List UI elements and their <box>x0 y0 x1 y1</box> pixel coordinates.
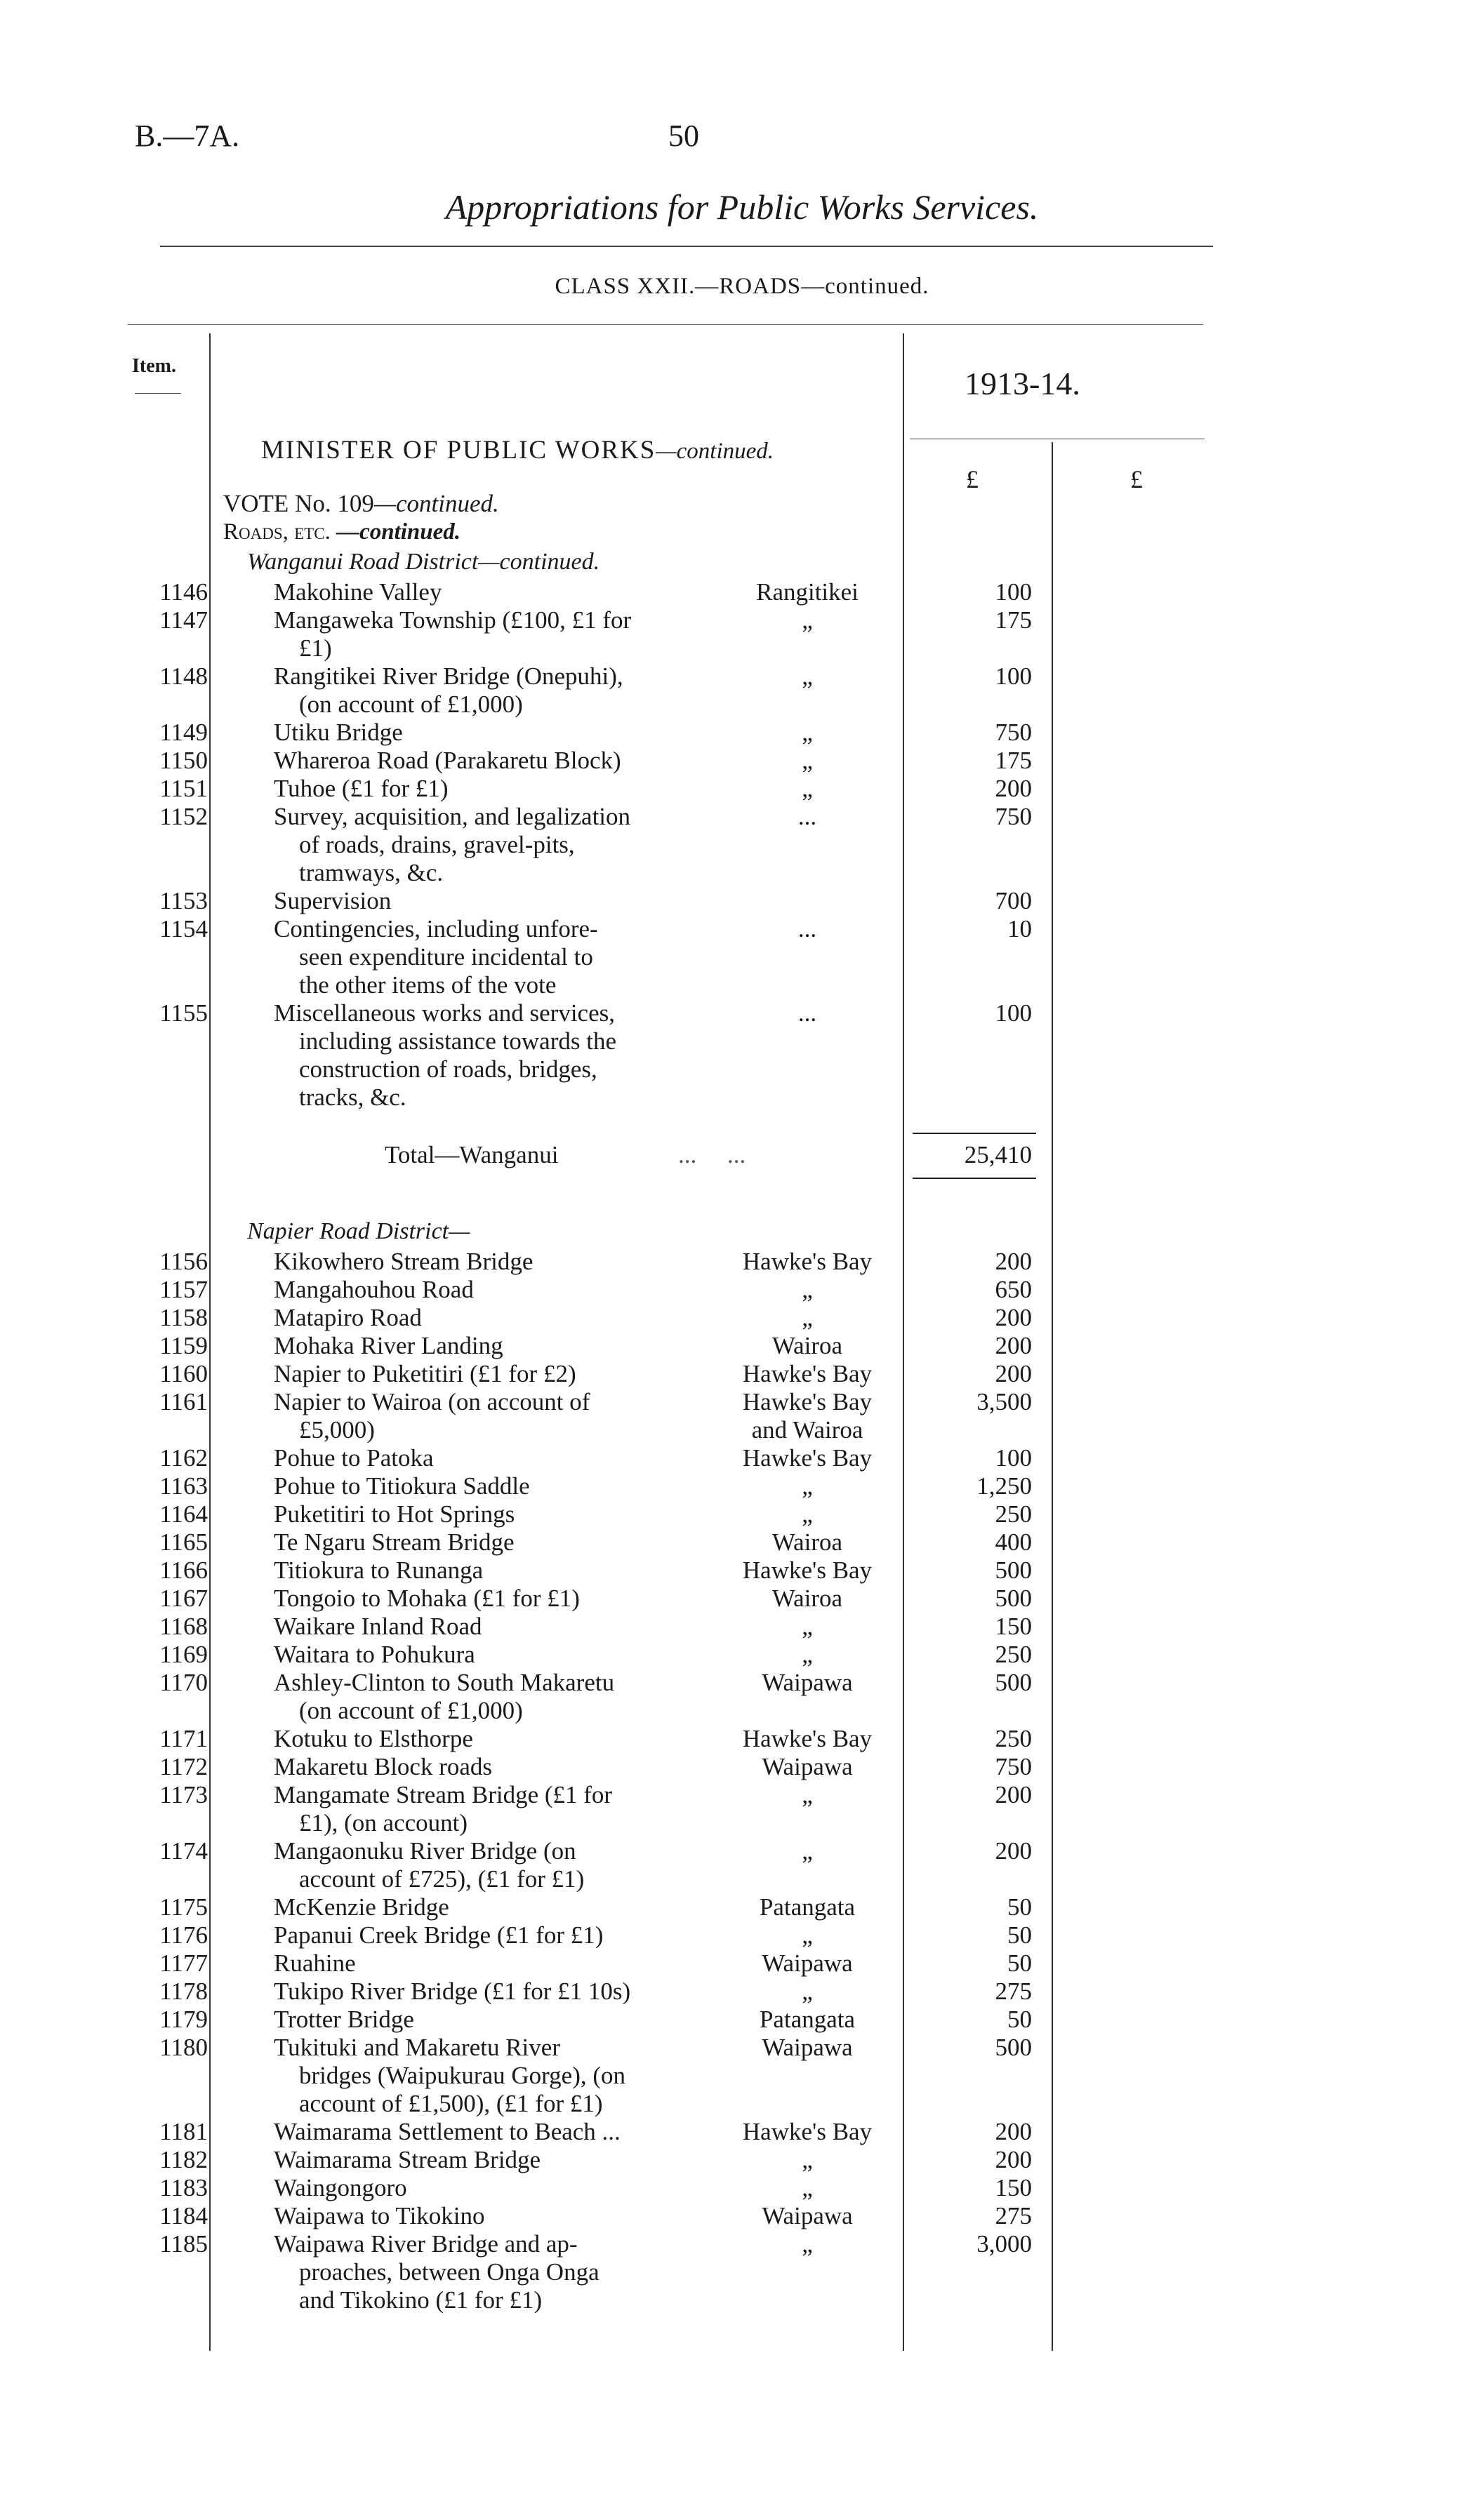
item-number: 1154 <box>159 915 208 942</box>
minister-heading: MINISTER OF PUBLIC WORKS—continued. <box>261 436 774 465</box>
item-amount: 50 <box>1007 2006 1032 2033</box>
item-description <box>274 1585 702 1613</box>
item-description <box>274 1444 702 1472</box>
location-line: „ <box>802 2230 813 2258</box>
napier-district-heading: Napier Road District— <box>247 1218 470 1244</box>
description-line: including assistance towards the <box>299 1027 616 1055</box>
description-line: bridges (Waipukurau Gorge), (on <box>299 2062 626 2089</box>
location-line: „ <box>802 719 813 746</box>
item-location <box>716 803 899 831</box>
item-description <box>274 1304 702 1332</box>
description-line: Whareroa Road (Parakaretu Block) <box>274 747 621 774</box>
item-number: 1171 <box>159 1725 208 1752</box>
item-location <box>716 2202 899 2230</box>
item-amount: 50 <box>1007 1949 1032 1977</box>
item-amount: 200 <box>995 1837 1032 1865</box>
item-location <box>716 1641 899 1669</box>
location-line: „ <box>802 1781 813 1808</box>
description-line: Te Ngaru Stream Bridge <box>274 1528 515 1556</box>
item-number: 1178 <box>159 1978 208 2005</box>
amount-column-divider-right <box>1052 442 1053 2351</box>
item-location <box>716 1556 899 1585</box>
item-description <box>274 1332 702 1360</box>
item-amount: 150 <box>995 1613 1032 1640</box>
location-line: ... <box>797 915 817 942</box>
item-location <box>716 578 899 606</box>
item-location <box>716 1528 899 1556</box>
item-number: 1172 <box>159 1753 208 1780</box>
item-location <box>716 1444 899 1472</box>
description-line: McKenzie Bridge <box>274 1893 449 1921</box>
item-description <box>274 1978 702 2006</box>
item-amount: 100 <box>995 662 1032 690</box>
location-line: „ <box>802 1837 813 1865</box>
item-number: 1180 <box>159 2034 208 2061</box>
description-line: Tukipo River Bridge (£1 for £1 10s) <box>274 1978 631 2005</box>
location-line: Hawke's Bay <box>742 2118 873 2145</box>
description-line: Puketitiri to Hot Springs <box>274 1500 515 1528</box>
item-amount: 400 <box>995 1528 1032 1556</box>
item-number: 1168 <box>159 1613 208 1640</box>
location-line: „ <box>802 1641 813 1668</box>
description-line: Kikowhero Stream Bridge <box>274 1248 534 1275</box>
item-amount: 250 <box>995 1641 1032 1668</box>
item-location <box>716 1781 899 1809</box>
item-description <box>274 2230 702 2314</box>
item-amount: 1,250 <box>976 1472 1032 1500</box>
item-description <box>274 1360 702 1388</box>
description-line: Tongoio to Mohaka (£1 for £1) <box>274 1585 580 1612</box>
description-line: Mohaka River Landing <box>274 1332 503 1359</box>
location-line: Waipawa <box>762 1669 853 1696</box>
item-description <box>274 662 702 719</box>
location-line: „ <box>802 1613 813 1640</box>
item-location <box>716 1304 899 1332</box>
description-line: Waipawa to Tikokino <box>274 2202 485 2229</box>
total-rule-bottom <box>913 1178 1036 1179</box>
class-heading: CLASS XXII.—ROADS—continued. <box>555 274 929 299</box>
description-line: Matapiro Road <box>274 1304 422 1331</box>
item-description <box>274 578 702 606</box>
item-header-rule <box>135 393 181 394</box>
item-amount: 100 <box>995 999 1032 1027</box>
item-number: 1160 <box>159 1360 208 1387</box>
item-description <box>274 2202 702 2230</box>
item-description <box>274 887 702 915</box>
header-rule <box>128 324 1203 325</box>
description-line: Makaretu Block roads <box>274 1753 493 1780</box>
item-description <box>274 2174 702 2202</box>
description-line: £1), (on account) <box>299 1809 468 1836</box>
item-location <box>716 1893 899 1921</box>
location-line: and Wairoa <box>751 1416 863 1444</box>
description-line: Utiku Bridge <box>274 719 403 746</box>
location-line: ... <box>797 999 817 1027</box>
item-number: 1165 <box>159 1528 208 1556</box>
description-line: Waitara to Pohukura <box>274 1641 475 1668</box>
item-amount: 175 <box>995 747 1032 774</box>
item-number: 1151 <box>159 775 208 802</box>
item-location <box>716 606 899 634</box>
description-line: (on account of £1,000) <box>299 691 523 718</box>
item-number: 1147 <box>159 606 208 634</box>
item-number: 1161 <box>159 1388 208 1415</box>
location-line: „ <box>802 1500 813 1528</box>
item-location <box>716 1360 899 1388</box>
item-amount: 200 <box>995 1304 1032 1331</box>
item-description <box>274 1500 702 1528</box>
description-line: proaches, between Onga Onga <box>299 2258 599 2286</box>
item-description <box>274 1921 702 1949</box>
description-line: Mangahouhou Road <box>274 1276 474 1303</box>
total-wanganui-label: Total—Wanganui <box>385 1141 559 1168</box>
item-description <box>274 1556 702 1585</box>
location-line: „ <box>802 1978 813 2005</box>
item-amount: 650 <box>995 1276 1032 1303</box>
item-number: 1150 <box>159 747 208 774</box>
item-amount: 250 <box>995 1500 1032 1528</box>
description-line: tramways, &c. <box>299 859 444 886</box>
item-amount: 200 <box>995 2146 1032 2173</box>
item-number: 1182 <box>159 2146 208 2173</box>
item-location <box>716 1388 899 1444</box>
description-line: Tukituki and Makaretu River <box>274 2034 560 2061</box>
location-line: „ <box>802 1472 813 1500</box>
item-amount: 50 <box>1007 1893 1032 1921</box>
description-line: construction of roads, bridges, <box>299 1055 597 1083</box>
item-location <box>716 747 899 775</box>
description-line: seen expenditure incidental to <box>299 943 593 971</box>
item-location <box>716 662 899 691</box>
item-amount: 750 <box>995 1753 1032 1780</box>
item-description <box>274 1949 702 1978</box>
item-location <box>716 2118 899 2146</box>
location-line: Wairoa <box>771 1585 843 1612</box>
item-number: 1170 <box>159 1669 208 1696</box>
item-number: 1158 <box>159 1304 208 1331</box>
item-amount: 200 <box>995 775 1032 802</box>
description-line: Pohue to Titiokura Saddle <box>274 1472 530 1500</box>
description-line: Supervision <box>274 887 392 914</box>
item-amount: 100 <box>995 1444 1032 1472</box>
item-number: 1157 <box>159 1276 208 1303</box>
location-line: „ <box>802 606 813 634</box>
item-description <box>274 1388 702 1444</box>
item-number: 1175 <box>159 1893 208 1921</box>
description-line: account of £725), (£1 for £1) <box>299 1865 585 1893</box>
description-line: Waipawa River Bridge and ap- <box>274 2230 578 2258</box>
item-number: 1166 <box>159 1556 208 1584</box>
item-description <box>274 1725 702 1753</box>
item-location <box>716 999 899 1027</box>
item-location <box>716 1837 899 1865</box>
item-description <box>274 999 702 1112</box>
item-location <box>716 719 899 747</box>
item-number: 1149 <box>159 719 208 746</box>
item-number: 1167 <box>159 1585 208 1612</box>
location-line: Hawke's Bay <box>742 1248 873 1275</box>
item-description <box>274 775 702 803</box>
item-amount: 750 <box>995 719 1032 746</box>
item-location <box>716 2146 899 2174</box>
item-description <box>274 1753 702 1781</box>
item-amount: 200 <box>995 2118 1032 2145</box>
description-line: Ashley-Clinton to South Makaretu <box>274 1669 615 1696</box>
item-number: 1184 <box>159 2202 208 2229</box>
description-line: Waikare Inland Road <box>274 1613 482 1640</box>
item-description <box>274 2146 702 2174</box>
currency-symbol-1: £ <box>966 465 979 493</box>
description-line: Mangaweka Township (£100, £1 for <box>274 606 632 634</box>
item-number: 1164 <box>159 1500 208 1528</box>
location-line: Rangitikei <box>756 578 859 606</box>
item-location <box>716 2174 899 2202</box>
description-line: Mangamate Stream Bridge (£1 for <box>274 1781 613 1808</box>
item-description <box>274 2034 702 2118</box>
item-number: 1148 <box>159 662 208 690</box>
description-line: Napier to Puketitiri (£1 for £2) <box>274 1360 576 1387</box>
item-amount: 500 <box>995 1585 1032 1612</box>
item-location <box>716 1921 899 1949</box>
description-line: Titiokura to Runanga <box>274 1556 484 1584</box>
item-location <box>716 915 899 943</box>
total-wanganui-amount: 25,410 <box>964 1141 1032 1168</box>
location-line: „ <box>802 1921 813 1949</box>
location-line: „ <box>802 1304 813 1331</box>
item-location <box>716 1585 899 1613</box>
item-description <box>274 1613 702 1641</box>
item-amount: 500 <box>995 1556 1032 1584</box>
amount-column-divider-left <box>903 333 904 2351</box>
location-line: Wairoa <box>771 1332 843 1359</box>
location-line: Waipawa <box>762 1949 853 1977</box>
location-line: „ <box>802 2146 813 2173</box>
description-line: Miscellaneous works and services, <box>274 999 615 1027</box>
item-description <box>274 2006 702 2034</box>
item-location <box>716 1753 899 1781</box>
item-description <box>274 1641 702 1669</box>
location-line: Hawke's Bay <box>742 1725 873 1752</box>
item-number: 1156 <box>159 1248 208 1275</box>
item-description <box>274 1669 702 1725</box>
description-line: Pohue to Patoka <box>274 1444 434 1472</box>
item-amount: 700 <box>995 887 1032 914</box>
year-column-header: 1913-14. <box>965 366 1080 401</box>
page-number: 50 <box>668 119 699 153</box>
item-number: 1155 <box>159 999 208 1027</box>
item-location <box>716 1978 899 2006</box>
description-line: Papanui Creek Bridge (£1 for £1) <box>274 1921 604 1949</box>
item-description <box>274 2118 702 2146</box>
description-line: £1) <box>299 634 332 662</box>
item-number: 1162 <box>159 1444 208 1472</box>
item-description <box>274 1528 702 1556</box>
item-location <box>716 775 899 803</box>
location-line: „ <box>802 775 813 802</box>
item-amount: 500 <box>995 2034 1032 2061</box>
description-line: tracks, &c. <box>299 1084 406 1111</box>
wanganui-district-heading: Wanganui Road District—continued. <box>247 549 600 575</box>
description-line: Rangitikei River Bridge (Onepuhi), <box>274 662 623 690</box>
description-line: Mangaonuku River Bridge (on <box>274 1837 576 1865</box>
description-line: Ruahine <box>274 1949 356 1977</box>
item-amount: 100 <box>995 578 1032 606</box>
item-amount: 3,500 <box>976 1388 1032 1415</box>
description-line: Contingencies, including unfore- <box>274 915 598 942</box>
item-number: 1181 <box>159 2118 208 2145</box>
item-number: 1163 <box>159 1472 208 1500</box>
location-line: ... <box>797 803 817 830</box>
item-description <box>274 1837 702 1893</box>
title-rule <box>160 246 1213 247</box>
description-line: Trotter Bridge <box>274 2006 414 2033</box>
description-line: and Tikokino (£1 for £1) <box>299 2286 543 2314</box>
item-location <box>716 1472 899 1500</box>
item-number: 1146 <box>159 578 208 606</box>
location-line: Patangata <box>759 2006 856 2033</box>
item-amount: 3,000 <box>976 2230 1032 2258</box>
description-line: Waimarama Settlement to Beach ... <box>274 2118 621 2145</box>
location-line: Hawke's Bay <box>742 1360 873 1387</box>
description-line: Tuhoe (£1 for £1) <box>274 775 449 802</box>
item-number: 1179 <box>159 2006 208 2033</box>
location-line: „ <box>802 1276 813 1303</box>
item-column-header: Item. <box>132 355 176 377</box>
currency-symbol-2: £ <box>1130 465 1143 493</box>
item-amount: 175 <box>995 606 1032 634</box>
page-title: Appropriations for Public Works Services. <box>445 187 1039 227</box>
item-number: 1173 <box>159 1781 208 1808</box>
description-line: account of £1,500), (£1 for £1) <box>299 2090 603 2117</box>
item-description <box>274 1893 702 1921</box>
location-line: Waipawa <box>762 1753 853 1780</box>
item-amount: 250 <box>995 1725 1032 1752</box>
item-number: 1185 <box>159 2230 208 2258</box>
item-amount: 500 <box>995 1669 1032 1696</box>
item-location <box>716 1669 899 1697</box>
description-line: Waimarama Stream Bridge <box>274 2146 541 2173</box>
item-description <box>274 1472 702 1500</box>
item-amount: 750 <box>995 803 1032 830</box>
item-location <box>716 1276 899 1304</box>
item-location <box>716 1725 899 1753</box>
vote-heading: VOTE No. 109—continued. <box>223 490 499 517</box>
description-line: £5,000) <box>299 1416 375 1444</box>
item-number: 1152 <box>159 803 208 830</box>
roads-subheading: Roads, etc. —continued. <box>223 519 461 545</box>
description-line: the other items of the vote <box>299 971 557 999</box>
location-line: „ <box>802 662 813 690</box>
location-line: Waipawa <box>762 2202 853 2229</box>
item-amount: 150 <box>995 2174 1032 2201</box>
item-description <box>274 747 702 775</box>
location-line: Hawke's Bay <box>742 1388 873 1415</box>
item-description <box>274 1276 702 1304</box>
item-number: 1174 <box>159 1837 208 1865</box>
item-location <box>716 1500 899 1528</box>
location-line: „ <box>802 2174 813 2201</box>
item-description <box>274 606 702 662</box>
item-location <box>716 1949 899 1978</box>
location-line: Waipawa <box>762 2034 853 2061</box>
item-location <box>716 1613 899 1641</box>
description-line: of roads, drains, gravel-pits, <box>299 831 575 858</box>
item-location <box>716 2006 899 2034</box>
description-line: (on account of £1,000) <box>299 1697 523 1724</box>
description-line: Kotuku to Elsthorpe <box>274 1725 473 1752</box>
item-amount: 200 <box>995 1781 1032 1808</box>
item-description <box>274 803 702 887</box>
item-amount: 50 <box>1007 1921 1032 1949</box>
item-number: 1177 <box>159 1949 208 1977</box>
item-number: 1153 <box>159 887 208 914</box>
item-number: 1176 <box>159 1921 208 1949</box>
item-amount: 275 <box>995 1978 1032 2005</box>
item-amount: 200 <box>995 1332 1032 1359</box>
item-number: 1169 <box>159 1641 208 1668</box>
item-amount: 275 <box>995 2202 1032 2229</box>
description-line: Survey, acquisition, and legalization <box>274 803 631 830</box>
item-location <box>716 2230 899 2258</box>
item-location <box>716 1332 899 1360</box>
location-line: Wairoa <box>771 1528 843 1556</box>
item-number: 1183 <box>159 2174 208 2201</box>
location-line: Hawke's Bay <box>742 1556 873 1584</box>
item-amount: 200 <box>995 1248 1032 1275</box>
item-amount: 10 <box>1007 915 1032 942</box>
document-reference: B.—7A. <box>135 119 240 153</box>
location-line: Hawke's Bay <box>742 1444 873 1472</box>
location-line: Patangata <box>759 1893 856 1921</box>
item-amount: 200 <box>995 1360 1032 1387</box>
item-number: 1159 <box>159 1332 208 1359</box>
item-description <box>274 915 702 999</box>
total-rule-top <box>913 1133 1036 1134</box>
description-line: Napier to Wairoa (on account of <box>274 1388 590 1415</box>
item-location <box>716 2034 899 2062</box>
item-description <box>274 719 702 747</box>
total-leader: ... ... <box>678 1141 746 1168</box>
location-line: „ <box>802 747 813 774</box>
item-column-divider <box>209 333 211 2351</box>
item-location <box>716 1248 899 1276</box>
item-description <box>274 1248 702 1276</box>
description-line: Makohine Valley <box>274 578 442 606</box>
item-description <box>274 1781 702 1837</box>
description-line: Waingongoro <box>274 2174 407 2201</box>
